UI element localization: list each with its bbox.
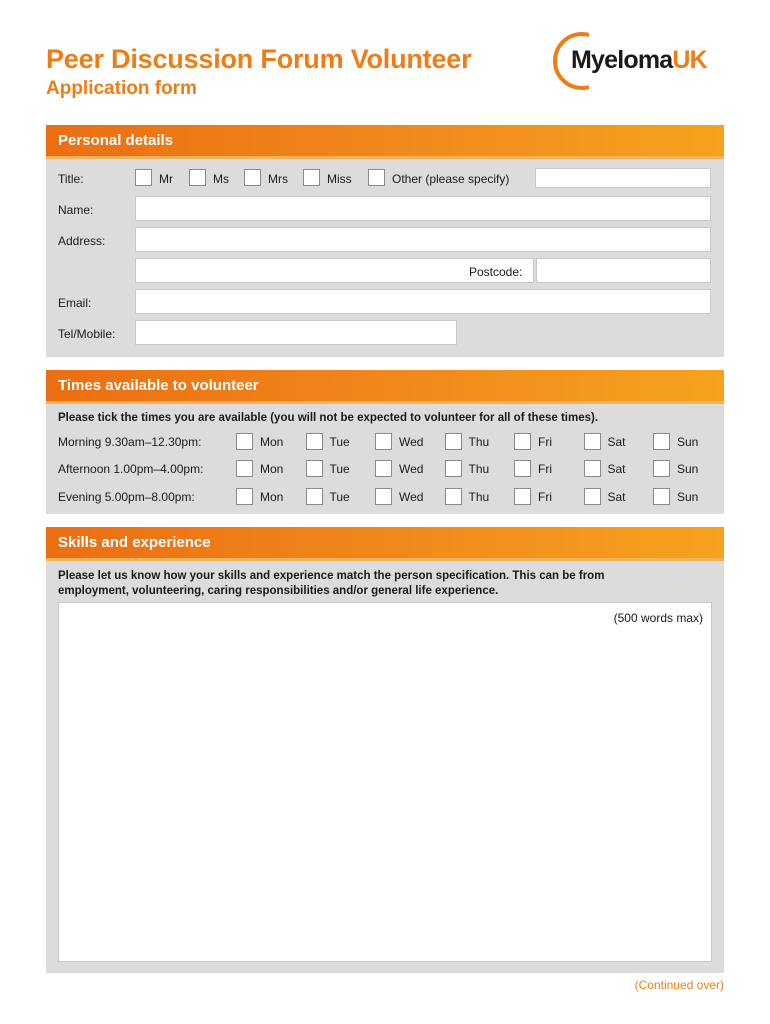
page-title: Peer Discussion Forum Volunteer bbox=[46, 44, 472, 74]
times-heading: Times available to volunteer bbox=[46, 370, 724, 404]
time-slot-label: Afternoon 1.00pm–4.00pm: bbox=[58, 462, 204, 476]
postcode-label: Postcode: bbox=[469, 265, 523, 279]
times-section bbox=[46, 370, 724, 514]
logo-main-text: Myeloma bbox=[571, 46, 673, 74]
availability-checkbox[interactable] bbox=[584, 460, 601, 477]
availability-checkbox[interactable] bbox=[306, 488, 323, 505]
availability-checkbox[interactable] bbox=[653, 433, 670, 450]
availability-checkbox[interactable] bbox=[445, 488, 462, 505]
day-label: Fri bbox=[538, 462, 552, 476]
continued-note: (Continued over) bbox=[634, 978, 724, 992]
word-limit-note: (500 words max) bbox=[613, 611, 703, 625]
time-slot-label: Morning 9.30am–12.30pm: bbox=[58, 435, 202, 449]
day-label: Wed bbox=[399, 462, 424, 476]
logo-accent-text: UK bbox=[672, 46, 707, 74]
skills-instruction-line2: employment, volunteering, caring responsibilities and/or general life experience. bbox=[58, 585, 499, 597]
day-label: Mon bbox=[260, 490, 284, 504]
day-label: Thu bbox=[468, 490, 490, 504]
availability-checkbox[interactable] bbox=[375, 460, 392, 477]
title-mr-label: Mr bbox=[159, 172, 173, 186]
postcode-field[interactable] bbox=[536, 258, 711, 283]
availability-checkbox[interactable] bbox=[375, 433, 392, 450]
title-other-checkbox[interactable] bbox=[368, 169, 385, 186]
title-ms-checkbox[interactable] bbox=[189, 169, 206, 186]
availability-checkbox[interactable] bbox=[584, 433, 601, 450]
availability-checkbox[interactable] bbox=[653, 488, 670, 505]
availability-checkbox[interactable] bbox=[236, 433, 253, 450]
availability-checkbox[interactable] bbox=[236, 460, 253, 477]
day-label: Wed bbox=[399, 435, 424, 449]
title-mrs-checkbox[interactable] bbox=[244, 169, 261, 186]
title-label: Title: bbox=[58, 172, 84, 186]
skills-heading: Skills and experience bbox=[46, 527, 724, 561]
day-label: Mon bbox=[260, 435, 284, 449]
day-label: Tue bbox=[329, 490, 350, 504]
title-mr-checkbox[interactable] bbox=[135, 169, 152, 186]
title-other-label: Other (please specify) bbox=[392, 172, 510, 186]
day-label: Thu bbox=[468, 462, 490, 476]
availability-checkbox[interactable] bbox=[514, 488, 531, 505]
email-field[interactable] bbox=[135, 289, 711, 314]
availability-checkbox[interactable] bbox=[445, 460, 462, 477]
address-label: Address: bbox=[58, 234, 106, 248]
skills-section bbox=[46, 527, 724, 973]
day-label: Thu bbox=[468, 435, 490, 449]
email-label: Email: bbox=[58, 296, 92, 310]
availability-checkbox[interactable] bbox=[445, 433, 462, 450]
availability-checkbox[interactable] bbox=[584, 488, 601, 505]
day-label: Fri bbox=[538, 435, 552, 449]
availability-checkbox[interactable] bbox=[514, 433, 531, 450]
skills-instruction-line1: Please let us know how your skills and experience match the person specification. This can be from bbox=[58, 570, 605, 582]
day-label: Sat bbox=[607, 462, 626, 476]
day-label: Sun bbox=[677, 462, 699, 476]
day-label: Tue bbox=[329, 462, 350, 476]
tel-label: Tel/Mobile: bbox=[58, 327, 116, 341]
title-mrs-label: Mrs bbox=[268, 172, 288, 186]
page-subtitle: Application form bbox=[46, 78, 197, 99]
day-label: Mon bbox=[260, 462, 284, 476]
time-slot-label: Evening 5.00pm–8.00pm: bbox=[58, 490, 195, 504]
address-line1-field[interactable] bbox=[135, 227, 711, 252]
availability-checkbox[interactable] bbox=[375, 488, 392, 505]
day-label: Tue bbox=[329, 435, 350, 449]
availability-checkbox[interactable] bbox=[306, 433, 323, 450]
personal-details-section bbox=[46, 125, 724, 357]
tel-field[interactable] bbox=[135, 320, 457, 345]
title-miss-checkbox[interactable] bbox=[303, 169, 320, 186]
title-other-field[interactable] bbox=[535, 168, 711, 188]
availability-checkbox[interactable] bbox=[653, 460, 670, 477]
day-label: Wed bbox=[399, 490, 424, 504]
day-label: Sun bbox=[677, 435, 699, 449]
name-field[interactable] bbox=[135, 196, 711, 221]
availability-checkbox[interactable] bbox=[236, 488, 253, 505]
myeloma-uk-logo bbox=[553, 32, 728, 90]
personal-details-heading: Personal details bbox=[46, 125, 724, 159]
day-label: Sat bbox=[607, 435, 626, 449]
name-label: Name: bbox=[58, 203, 94, 217]
day-label: Sat bbox=[607, 490, 626, 504]
times-instruction: Please tick the times you are available (you will not be expected to volunteer for all of these times). bbox=[58, 412, 599, 424]
availability-checkbox[interactable] bbox=[514, 460, 531, 477]
skills-textarea[interactable] bbox=[58, 602, 712, 962]
title-miss-label: Miss bbox=[327, 172, 352, 186]
title-ms-label: Ms bbox=[213, 172, 229, 186]
availability-checkbox[interactable] bbox=[306, 460, 323, 477]
day-label: Fri bbox=[538, 490, 552, 504]
day-label: Sun bbox=[677, 490, 699, 504]
